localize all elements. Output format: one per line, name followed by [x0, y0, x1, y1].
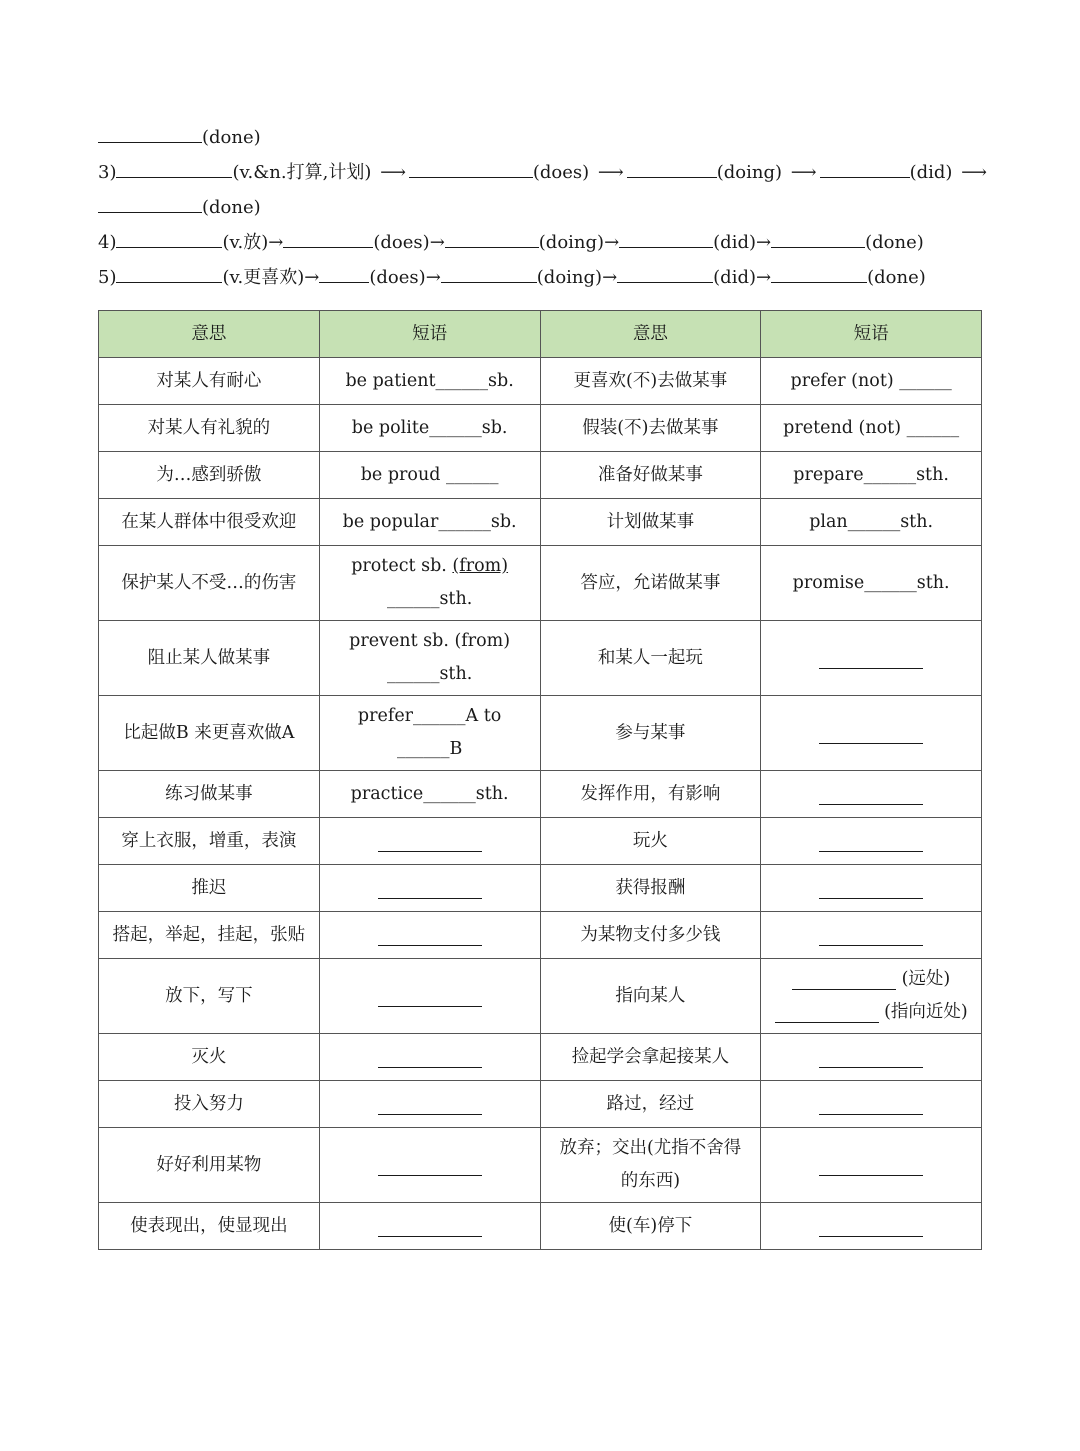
table-row: [99, 452, 982, 499]
arrow-icon: ⟶: [380, 162, 406, 183]
answer-blank[interactable]: [378, 986, 482, 1007]
meaning-cell: 保护某人不受…的伤害: [99, 546, 320, 621]
form-label: (done): [202, 197, 261, 218]
table-row: [99, 696, 982, 771]
answer-blank[interactable]: [445, 225, 539, 248]
phrase-cell[interactable]: [761, 1203, 982, 1250]
item-meaning: (v.放): [222, 232, 269, 253]
exercise-line-continuation: [98, 120, 1008, 155]
meaning-cell: 练习做某事: [99, 771, 320, 818]
phrase-line: prefer______A to: [357, 706, 502, 726]
meaning-cell: 更喜欢(不)去做某事: [540, 358, 761, 405]
exercise-item-5: [98, 260, 1008, 295]
phrase-line: ______sth.: [386, 589, 473, 609]
phrase-cell[interactable]: pretend (not) ______: [761, 405, 982, 452]
phrase-cell[interactable]: be polite______sb.: [319, 405, 540, 452]
form-label: (done): [865, 232, 924, 253]
arrow-icon: →: [268, 232, 284, 253]
phrase-cell[interactable]: practice______sth.: [319, 771, 540, 818]
answer-blank[interactable]: [619, 225, 713, 248]
meaning-cell: 阻止某人做某事: [99, 621, 320, 696]
phrase-line: [767, 963, 975, 996]
phrase-line: ______sth.: [386, 664, 473, 684]
answer-blank[interactable]: [409, 155, 533, 178]
table-row: [99, 818, 982, 865]
answer-blank[interactable]: [819, 648, 923, 669]
meaning-line: 放弃；交出(尤指不舍得: [559, 1138, 742, 1158]
phrase-cell[interactable]: [319, 818, 540, 865]
meaning-cell: 对某人有耐心: [99, 358, 320, 405]
answer-blank[interactable]: [378, 1155, 482, 1176]
meaning-cell: 路过，经过: [540, 1081, 761, 1128]
answer-blank[interactable]: [792, 969, 896, 990]
arrow-icon: ⟶: [961, 162, 987, 183]
table-row: [99, 621, 982, 696]
arrow-icon: →: [604, 232, 620, 253]
meaning-cell: 比起做B 来更喜欢做A: [99, 696, 320, 771]
meaning-cell: 和某人一起玩: [540, 621, 761, 696]
phrase-text: (指向近处): [884, 1002, 968, 1022]
form-label: (did): [713, 232, 757, 253]
phrase-cell[interactable]: be proud ______: [319, 452, 540, 499]
answer-blank[interactable]: [771, 260, 867, 283]
answer-blank[interactable]: [775, 1002, 879, 1023]
phrase-cell[interactable]: [319, 1128, 540, 1203]
phrase-cell[interactable]: [761, 771, 982, 818]
answer-blank[interactable]: [98, 190, 202, 213]
phrase-cell[interactable]: be popular______sb.: [319, 499, 540, 546]
arrow-icon: →: [429, 232, 445, 253]
phrase-cell[interactable]: [319, 1034, 540, 1081]
answer-blank[interactable]: [819, 1094, 923, 1115]
meaning-cell: 准备好做某事: [540, 452, 761, 499]
phrase-cell[interactable]: [761, 1034, 982, 1081]
arrow-icon: →: [602, 267, 618, 288]
phrase-cell[interactable]: prepare______sth.: [761, 452, 982, 499]
answer-blank[interactable]: [771, 225, 865, 248]
form-label: (doing): [538, 232, 605, 253]
arrow-icon: ⟶: [597, 162, 624, 183]
answer-blank[interactable]: [378, 831, 482, 852]
exercise-item-3: [98, 155, 1008, 190]
arrow-icon: ⟶: [790, 162, 817, 183]
answer-blank[interactable]: [319, 260, 369, 283]
table-row: [99, 1128, 982, 1203]
table-row: [99, 499, 982, 546]
form-label: (did): [909, 162, 953, 183]
meaning-cell: 灭火: [99, 1034, 320, 1081]
meaning-cell: 答应，允诺做某事: [540, 546, 761, 621]
answer-blank[interactable]: [819, 784, 923, 805]
phrase-text: (远处): [901, 969, 951, 989]
form-label: (done): [202, 127, 261, 148]
phrase-cell[interactable]: plan______sth.: [761, 499, 982, 546]
answer-blank[interactable]: [378, 1216, 482, 1237]
table-row: [99, 1203, 982, 1250]
phrase-text: protect sb.: [351, 556, 453, 576]
meaning-cell: 推迟: [99, 865, 320, 912]
answer-blank[interactable]: [378, 1047, 482, 1068]
phrase-cell[interactable]: prefer (not) ______: [761, 358, 982, 405]
phrase-cell[interactable]: promise______sth.: [761, 546, 982, 621]
form-label: (doing): [716, 162, 783, 183]
phrase-cell[interactable]: [319, 912, 540, 959]
table-row: [99, 1081, 982, 1128]
phrase-line: [767, 996, 975, 1029]
meaning-cell: 为某物支付多少钱: [540, 912, 761, 959]
meaning-line: 的东西): [620, 1171, 681, 1191]
answer-blank[interactable]: [116, 225, 222, 248]
meaning-cell: 放下，写下: [99, 959, 320, 1034]
answer-blank[interactable]: [378, 925, 482, 946]
phrase-cell[interactable]: [319, 696, 540, 771]
table-row: [99, 959, 982, 1034]
answer-blank[interactable]: [819, 1155, 923, 1176]
phrase-cell[interactable]: [319, 1081, 540, 1128]
exercise-line-continuation: [98, 190, 1008, 225]
table-row: [99, 405, 982, 452]
item-meaning: (v.更喜欢): [222, 267, 305, 288]
phrase-cell[interactable]: [761, 865, 982, 912]
answer-blank[interactable]: [617, 260, 713, 283]
phrase-cell[interactable]: [319, 621, 540, 696]
answer-blank[interactable]: [283, 225, 373, 248]
meaning-cell: 使(车)停下: [540, 1203, 761, 1250]
form-label: (did): [713, 267, 757, 288]
answer-blank[interactable]: [441, 260, 537, 283]
item-number: 3): [98, 162, 117, 183]
answer-blank[interactable]: [116, 155, 232, 178]
table-row: [99, 771, 982, 818]
header-meaning: 意思: [540, 311, 761, 358]
form-label: (does): [532, 162, 590, 183]
meaning-cell: 发挥作用，有影响: [540, 771, 761, 818]
meaning-cell: 投入努力: [99, 1081, 320, 1128]
answer-blank[interactable]: [819, 878, 923, 899]
phrase-cell[interactable]: [761, 959, 982, 1034]
phrase-cell[interactable]: [319, 865, 540, 912]
meaning-cell: 假装(不)去做某事: [540, 405, 761, 452]
phrase-cell[interactable]: [761, 621, 982, 696]
phrase-cell[interactable]: [761, 1128, 982, 1203]
meaning-cell: 为…感到骄傲: [99, 452, 320, 499]
answer-blank[interactable]: [98, 120, 202, 143]
answer-blank[interactable]: [819, 925, 923, 946]
item-meaning: (v.&n.打算,计划): [232, 162, 372, 183]
form-label: (done): [867, 267, 926, 288]
answer-blank[interactable]: [819, 1047, 923, 1068]
phrase-cell[interactable]: [761, 1081, 982, 1128]
meaning-cell: 获得报酬: [540, 865, 761, 912]
header-phrase: 短语: [319, 311, 540, 358]
exercise-lines: [98, 120, 1008, 295]
phrase-cell[interactable]: [761, 912, 982, 959]
phrase-line: prevent sb. (from): [349, 631, 511, 651]
meaning-cell: 指向某人: [540, 959, 761, 1034]
exercise-item-4: [98, 225, 1008, 260]
answer-blank[interactable]: [378, 1094, 482, 1115]
phrase-line: [326, 550, 534, 583]
meaning-cell: [540, 1128, 761, 1203]
phrase-cell[interactable]: [319, 1203, 540, 1250]
phrase-cell[interactable]: [319, 546, 540, 621]
answer-blank[interactable]: [820, 155, 910, 178]
answer-blank[interactable]: [378, 878, 482, 899]
arrow-icon: →: [756, 232, 772, 253]
arrow-icon: →: [304, 267, 320, 288]
phrase-underlined: (from): [452, 556, 509, 576]
phrase-cell[interactable]: [761, 818, 982, 865]
meaning-cell: 穿上衣服，增重，表演: [99, 818, 320, 865]
meaning-cell: 参与某事: [540, 696, 761, 771]
phrase-cell[interactable]: [761, 696, 982, 771]
item-number: 4): [98, 232, 117, 253]
table-row: [99, 358, 982, 405]
table-row: [99, 1034, 982, 1081]
form-label: (doing): [536, 267, 603, 288]
answer-blank[interactable]: [819, 723, 923, 744]
meaning-cell: 好好利用某物: [99, 1128, 320, 1203]
vocab-table: [98, 310, 982, 1250]
answer-blank[interactable]: [116, 260, 222, 283]
header-phrase: 短语: [761, 311, 982, 358]
form-label: (does): [369, 267, 426, 288]
header-meaning: 意思: [99, 311, 320, 358]
meaning-cell: 使表现出，使显现出: [99, 1203, 320, 1250]
phrase-cell[interactable]: be patient______sb.: [319, 358, 540, 405]
meaning-cell: 捡起学会拿起接某人: [540, 1034, 761, 1081]
answer-blank[interactable]: [627, 155, 717, 178]
answer-blank[interactable]: [819, 831, 923, 852]
arrow-icon: →: [425, 267, 441, 288]
arrow-icon: →: [756, 267, 772, 288]
phrase-cell[interactable]: [319, 959, 540, 1034]
meaning-cell: 计划做某事: [540, 499, 761, 546]
answer-blank[interactable]: [819, 1216, 923, 1237]
meaning-cell: 玩火: [540, 818, 761, 865]
form-label: (does): [373, 232, 430, 253]
table-row: [99, 912, 982, 959]
item-number: 5): [98, 267, 117, 288]
table-header-row: [99, 311, 982, 358]
meaning-cell: 在某人群体中很受欢迎: [99, 499, 320, 546]
meaning-cell: 搭起，举起，挂起，张贴: [99, 912, 320, 959]
phrase-line: ______B: [396, 739, 463, 759]
table-row: [99, 865, 982, 912]
table-row: [99, 546, 982, 621]
meaning-cell: 对某人有礼貌的: [99, 405, 320, 452]
